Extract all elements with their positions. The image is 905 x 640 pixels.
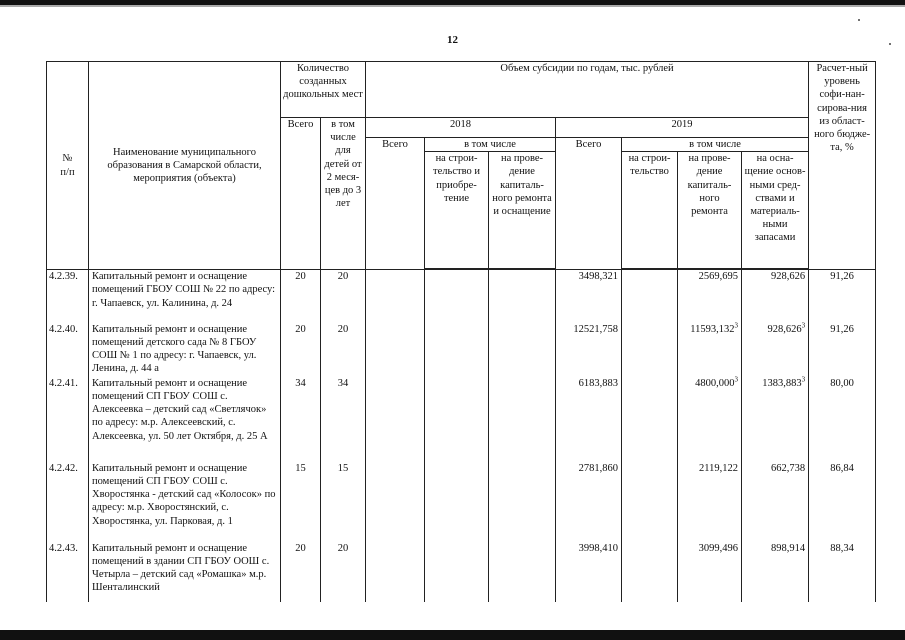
row-equip-2019-value: 662,738 — [770, 462, 806, 474]
row-repair-2018 — [489, 462, 556, 542]
row-repair-2019 — [678, 270, 742, 323]
col-header-construction-2018: на строи-тельство и приобре-тение — [425, 152, 489, 269]
col-header-equip-2019: на осна-щение основ-ными сред-ствами и материаль-ными запасами — [742, 152, 809, 269]
row-equip-2019-value: 928,626 — [767, 323, 802, 335]
scan-speck — [858, 19, 860, 21]
row-repair-2019 — [678, 462, 742, 542]
row-repair-2019-value: 11593,132 — [690, 323, 735, 335]
row-repair-2019-footnote: 3 — [734, 321, 739, 330]
table-body — [47, 270, 876, 602]
row-name: Капитальный ремонт и оснащение помещений ГБОУ СОШ № 22 по адресу: г. Чапаевск, ул. Калинина, д. 24 — [89, 270, 281, 323]
row-name: Капитальный ремонт и оснащение помещений СП ГБОУ СОШ с. Алексеевка – детский сад «Светлячок» по адресу: м.р. Алексеевский, с. Алексеевка, ул. 50 лет Октября, д. 25 А — [89, 377, 281, 462]
row-places-under3: 20 — [321, 542, 366, 602]
row-construction-2019 — [622, 462, 678, 542]
row-total-2019: 3998,410 — [556, 542, 622, 602]
row-total-2018 — [366, 323, 425, 377]
row-repair-2019-footnote: 3 — [734, 375, 739, 384]
row-places-under3: 20 — [321, 323, 366, 377]
row-repair-2018 — [489, 270, 556, 323]
row-repair-2018 — [489, 377, 556, 462]
row-repair-2019-value: 3099,496 — [698, 542, 739, 554]
row-equip-2019 — [742, 462, 809, 542]
row-name: Капитальный ремонт и оснащение помещений в здании СП ГБОУ ООШ с. Четырла – детский сад «Ромашка» м.р. Шенталинский — [89, 542, 281, 602]
row-equip-2019-footnote: 3 — [801, 375, 806, 384]
row-total-2018 — [366, 377, 425, 462]
col-header-num — [47, 62, 89, 270]
col-header-year-2019: 2019 — [556, 118, 809, 138]
row-num: 4.2.39. — [47, 270, 89, 323]
row-places-total: 34 — [281, 377, 321, 462]
row-total-2019: 3498,321 — [556, 270, 622, 323]
col-header-subsidy-group: Объем субсидии по годам, тыс. рублей — [366, 62, 809, 118]
row-construction-2018 — [425, 462, 489, 542]
row-places-total: 20 — [281, 270, 321, 323]
row-construction-2018 — [425, 323, 489, 377]
col-header-name: Наименование муниципального образования в Самарской области, мероприятия (объекта) — [89, 62, 281, 270]
row-equip-2019-value: 928,626 — [770, 271, 806, 283]
row-equip-2019 — [742, 377, 809, 462]
row-construction-2018 — [425, 377, 489, 462]
table-row — [47, 462, 876, 542]
row-construction-2018 — [425, 270, 489, 323]
row-construction-2019 — [622, 542, 678, 602]
row-repair-2019-value: 2569,695 — [698, 271, 739, 283]
subsidy-table-wrapper — [46, 61, 876, 602]
row-num: 4.2.40. — [47, 323, 89, 377]
row-name: Капитальный ремонт и оснащение помещений детского сада № 8 ГБОУ СОШ № 1 по адресу: г. Чапаевск, ул. Ленина, д. 44 а — [89, 323, 281, 377]
row-construction-2019 — [622, 377, 678, 462]
row-places-under3: 15 — [321, 462, 366, 542]
col-header-cofin: Расчет-ный уровень софи-нан-сирова-ния из област-ного бюдже-та, % — [809, 62, 876, 270]
col-header-repair-2018: на прове-дение капиталь-ного ремонта и оснащение — [489, 152, 556, 269]
table-row — [47, 323, 876, 377]
row-repair-2019-value: 4800,000 — [695, 377, 735, 389]
row-repair-2019 — [678, 542, 742, 602]
col-header-num-text: № п/п — [60, 153, 75, 178]
row-repair-2018 — [489, 323, 556, 377]
row-places-total: 20 — [281, 542, 321, 602]
row-places-under3: 20 — [321, 270, 366, 323]
col-header-total-2018: Всего — [366, 138, 425, 270]
row-construction-2019 — [622, 323, 678, 377]
row-repair-2019-value: 2119,122 — [699, 462, 739, 474]
row-cofin: 91,26 — [809, 270, 876, 323]
table-row — [47, 377, 876, 462]
scan-top-shadow — [0, 5, 905, 7]
row-repair-2019 — [678, 377, 742, 462]
scan-bottom-border — [0, 630, 905, 640]
row-equip-2019 — [742, 323, 809, 377]
row-num: 4.2.42. — [47, 462, 89, 542]
row-total-2019: 12521,758 — [556, 323, 622, 377]
subsidy-table — [46, 61, 876, 602]
row-repair-2019 — [678, 323, 742, 377]
row-num: 4.2.41. — [47, 377, 89, 462]
row-total-2019: 6183,883 — [556, 377, 622, 462]
row-equip-2019 — [742, 270, 809, 323]
col-header-places-under3: в том числе для детей от 2 меся-цев до 3 лет — [321, 118, 366, 270]
row-name: Капитальный ремонт и оснащение помещений СП ГБОУ СОШ с. Хворостянка - детский сад «Колосок» по адресу: м.р. Хворостянский, с. Хворостянка, ул. Парковая, д. 1 — [89, 462, 281, 542]
row-total-2019: 2781,860 — [556, 462, 622, 542]
row-total-2018 — [366, 462, 425, 542]
col-header-year-2018: 2018 — [366, 118, 556, 138]
row-equip-2019-value: 1383,883 — [762, 377, 802, 389]
row-equip-2019-value: 898,914 — [770, 542, 806, 554]
row-cofin: 88,34 — [809, 542, 876, 602]
row-places-under3: 34 — [321, 377, 366, 462]
row-equip-2019-footnote: 3 — [801, 321, 806, 330]
row-places-total: 15 — [281, 462, 321, 542]
col-header-total-2019: Всего — [556, 138, 622, 270]
row-cofin: 86,84 — [809, 462, 876, 542]
row-total-2018 — [366, 270, 425, 323]
col-header-construction-2019: на строи-тельство — [622, 152, 678, 269]
row-equip-2019 — [742, 542, 809, 602]
row-construction-2018 — [425, 542, 489, 602]
col-header-places-total: Всего — [281, 118, 321, 270]
table-row — [47, 270, 876, 323]
row-num: 4.2.43. — [47, 542, 89, 602]
row-construction-2019 — [622, 270, 678, 323]
col-header-incl-2018: в том числе — [425, 138, 556, 152]
row-places-total: 20 — [281, 323, 321, 377]
row-repair-2018 — [489, 542, 556, 602]
col-header-places-group: Количество созданных дошкольных мест — [281, 62, 366, 118]
row-cofin: 91,26 — [809, 323, 876, 377]
page-number: 12 — [447, 34, 458, 46]
row-total-2018 — [366, 542, 425, 602]
table-row — [47, 542, 876, 602]
col-header-repair-2019: на прове-дение капиталь-ного ремонта — [678, 152, 742, 269]
row-cofin: 80,00 — [809, 377, 876, 462]
col-header-incl-2019: в том числе — [622, 138, 809, 152]
